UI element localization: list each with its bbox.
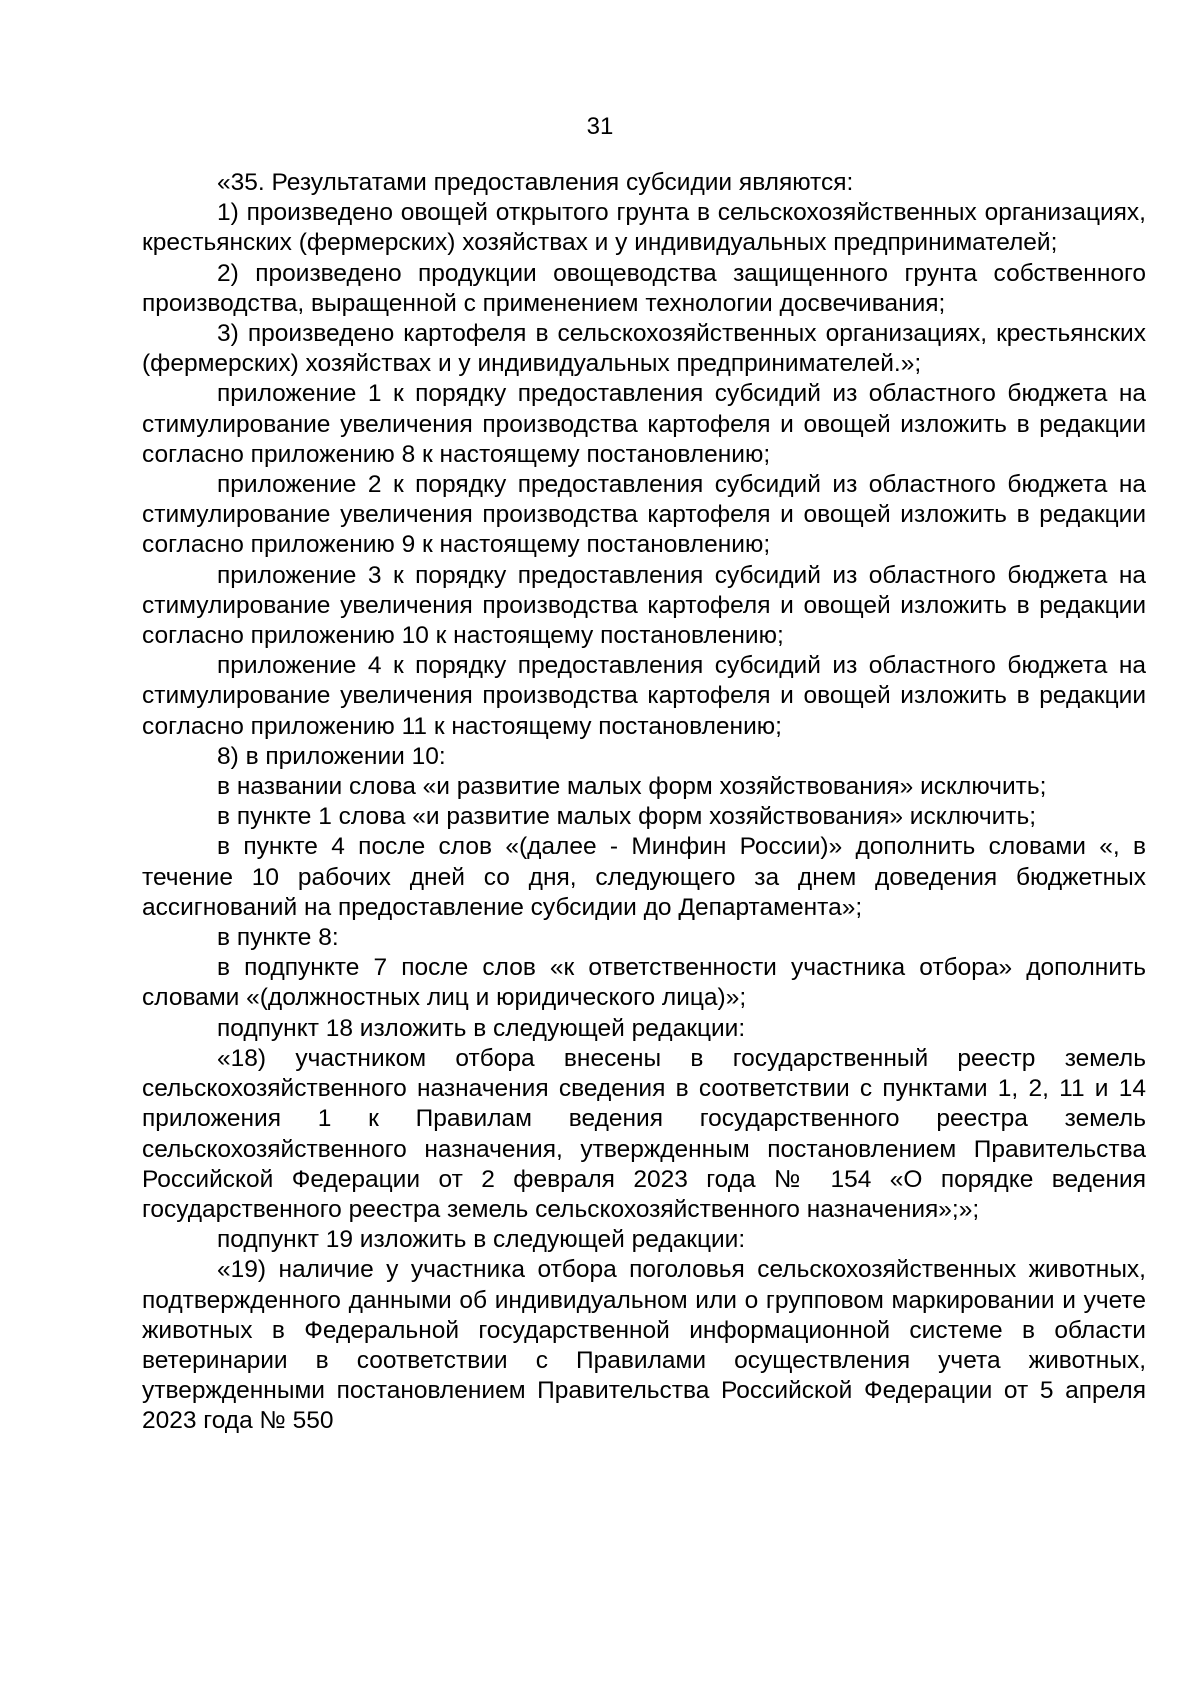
paragraph-section-8: 8) в приложении 10:: [217, 742, 446, 770]
paragraph-point-8: в пункте 8:: [217, 924, 339, 952]
page-number: 31: [586, 113, 614, 140]
paragraph-item-3: 3) произведено картофеля в сельскохозяйственных организациях, крестьянских (фермерских) хозяйствах и у индивидуальных предпринимателей.»;: [142, 320, 1146, 378]
paragraph-subpoint-18-text: «18) участником отбора внесены в государственный реестр земель сельскохозяйственного назначения сведения в соответствии с пунктами 1, 2, 11 и 14 приложения 1 к Правилам ведения государственного реестра земель сельскохозяйственного назначения, утвержденным постановлением Правительства Российской Федерации от 2 февраля 2023 года № 154 «О порядке ведения государственного реестра земель сельскохозяйственного назначения»;»;: [142, 1044, 1146, 1223]
paragraph-item-2: 2) произведено продукции овощеводства защищенного грунта собственного производства, выращенной с применением технологии досвечивания;: [142, 259, 1146, 317]
paragraph-point-4-change: в пункте 4 после слов «(далее - Минфин России)» дополнить словами «, в течение 10 рабочих дней со дня, следующего за днем доведения бюджетных ассигнований на предоставление субсидии до Департамента»;: [142, 833, 1146, 921]
paragraph-subpoint-7: в подпункте 7 после слов «к ответственности участника отбора» дополнить словами «(должностных лиц и юридического лица)»;: [142, 954, 1146, 1012]
document-body: [142, 168, 1146, 1437]
paragraph-appendix-1: приложение 1 к порядку предоставления субсидий из областного бюджета на стимулирование увеличения производства картофеля и овощей изложить в редакции согласно приложению 8 к настоящему постановлению;: [142, 380, 1146, 468]
paragraph-subpoint-19-text: «19) наличие у участника отбора поголовья сельскохозяйственных животных, подтвержденного данными об индивидуальном или о групповом маркировании и учете животных в Федеральной государственной информационной системе в области ветеринарии в соответствии с Правилами осуществления учета животных, утвержденными постановлением Правительства Российской Федерации от 5 апреля 2023 года № 550: [142, 1256, 1146, 1435]
paragraph-point-1-change: в пункте 1 слова «и развитие малых форм хозяйствования» исключить;: [217, 803, 1037, 831]
paragraph-appendix-4: приложение 4 к порядку предоставления субсидий из областного бюджета на стимулирование увеличения производства картофеля и овощей изложить в редакции согласно приложению 11 к настоящему постановлению;: [142, 652, 1146, 740]
paragraph-appendix-2: приложение 2 к порядку предоставления субсидий из областного бюджета на стимулирование увеличения производства картофеля и овощей изложить в редакции согласно приложению 9 к настоящему постановлению;: [142, 471, 1146, 559]
paragraph-results-heading: «35. Результатами предоставления субсидии являются:: [217, 169, 854, 196]
paragraph-appendix-3: приложение 3 к порядку предоставления субсидий из областного бюджета на стимулирование увеличения производства картофеля и овощей изложить в редакции согласно приложению 10 к настоящему постановлению;: [142, 561, 1146, 650]
paragraph-item-1: 1) произведено овощей открытого грунта в сельскохозяйственных организациях, крестьянских (фермерских) хозяйствах и у индивидуальных предпринимателей;: [142, 199, 1146, 257]
paragraph-title-change: в названии слова «и развитие малых форм хозяйствования» исключить;: [217, 773, 1047, 801]
paragraph-subpoint-19-intro: подпункт 19 изложить в следующей редакции:: [217, 1226, 746, 1254]
paragraph-subpoint-18-intro: подпункт 18 изложить в следующей редакции:: [217, 1014, 746, 1042]
